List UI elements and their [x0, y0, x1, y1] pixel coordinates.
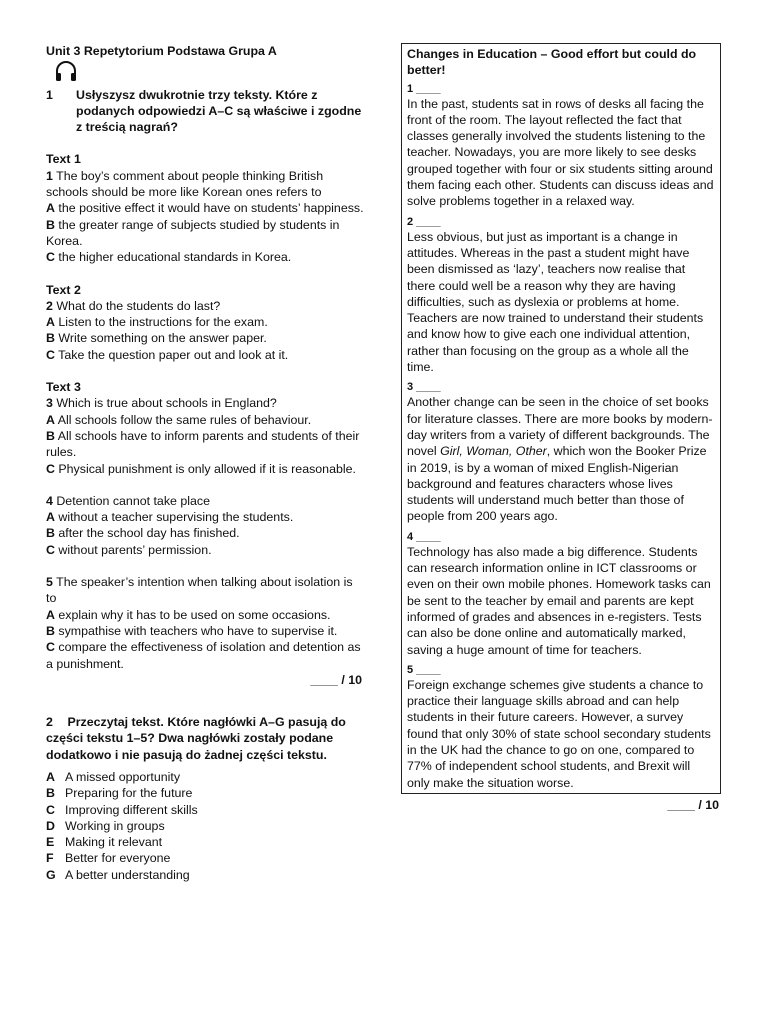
text2-label: Text 2 [46, 282, 81, 297]
task1-number: 1 [46, 87, 53, 102]
question-2-option-c: C Take the question paper out and look at it. [46, 347, 289, 362]
question-5-option-c: C compare the effectiveness of isolation and detention as a punishment. [46, 640, 361, 671]
section-2-gap: 2 ____ [407, 215, 441, 228]
question-4-option-a: A without a teacher supervising the students. [46, 510, 294, 525]
section-1-text: In the past, students sat in rows of desks all facing the front of the room. The layout reflected the fact that classes generally involved the students listening to the teacher. Nowadays, you are more likely to see desks grouped together with four or six students sitting around them facing each other. Students can discuss ideas and solve problems together in a relaxed way. [407, 96, 714, 209]
heading-c: C Improving different skills [46, 802, 198, 817]
question-5: 5 The speaker’s intention when talking about isolation is to [46, 575, 353, 606]
task2-number: 2 [46, 715, 53, 730]
section-2-text: Less obvious, but just as important is a change in attitudes. Whereas in the past a student might have been dismissed as ‘lazy’, teachers now realise that there could well be a reason why they are having difficulties, such as dyslexia or problems at home. Teachers are now trained to understand their students and know how to give each one individual attention, rather than focusing on the group as a whole all the time. [407, 229, 704, 375]
question-3-option-b: B All schools have to inform parents and students of their rules. [46, 428, 360, 460]
heading-b: B Preparing for the future [46, 786, 193, 801]
section-4-text: Technology has also made a big difference. Students can research information online in ICT classrooms or even on their own mobile phones. Homework tasks can be sent to the teacher by email and parents are kept informed of grades and absences in e-registers. Tests can also be done online and automatically marked, saving a huge amount of time for teachers. [407, 544, 711, 657]
question-4: 4 Detention cannot take place [46, 493, 210, 508]
task1-instruction-text: Usłyszysz dwukrotnie trzy teksty. Które z podanych odpowiedzi A–C są właściwe i zgodne z treścią nagrań? [76, 87, 362, 135]
task1-score: ____ / 10 [310, 672, 362, 687]
question-2-option-b: B Write something on the answer paper. [46, 331, 267, 346]
question-3: 3 Which is true about schools in England? [46, 396, 277, 411]
section-5-text: Foreign exchange schemes give students a chance to practice their language skills abroad and can help students in their future careers. However, a survey found that only 30% of state school secondary students in the UK had the chance to go on one, compared to 77% of independent school students, and Brexit will only make the situation worse. [407, 677, 711, 790]
headphones-icon [46, 59, 364, 86]
headings-list [46, 769, 364, 883]
section-3-gap: 3 ____ [407, 381, 441, 394]
section-5-gap: 5 ____ [407, 663, 441, 676]
question-5-option-a: A explain why it has to be used on some occasions. [46, 607, 331, 622]
heading-e: E Making it relevant [46, 835, 163, 850]
question-4-option-c: C without parents’ permission. [46, 542, 212, 557]
heading-a: A A missed opportunity [46, 769, 181, 784]
text1-label: Text 1 [46, 152, 81, 167]
task1-instruction [46, 87, 364, 136]
novel-title: Girl, Woman, Other [440, 444, 547, 459]
question-2: 2 What do the students do last? [46, 298, 221, 313]
section-4-gap: 4 ____ [407, 530, 441, 543]
question-1-option-a: A the positive effect it would have on students’ happiness. [46, 201, 364, 216]
question-5-option-b: B sympathise with teachers who have to supervise it. [46, 623, 338, 638]
left-column [46, 43, 364, 883]
question-3-option-a: A All schools follow the same rules of behaviour. [46, 412, 312, 427]
passage-title: Changes in Education – Good effort but could do better! [407, 47, 697, 78]
question-1-option-b: B the greater range of subjects studied by students in Korea. [46, 217, 340, 248]
task2-instruction [46, 714, 364, 763]
task2-score: ____ / 10 [667, 797, 719, 812]
question-3-option-c: C Physical punishment is only allowed if it is reasonable. [46, 461, 356, 476]
heading-d: D Working in groups [46, 818, 165, 833]
heading-g: G A better understanding [46, 867, 190, 882]
question-2-option-a: A Listen to the instructions for the exam. [46, 315, 268, 330]
text3-label: Text 3 [46, 380, 81, 395]
heading-f: F Better for everyone [46, 851, 171, 866]
section-3-text: Another change can be seen in the choice of set books for literature classes. There are more books by modern-day writers from a variety of different backgrounds. The novel Girl, Woman, Other, which won the Booker Prize in 2019, is by a woman of mixed English-Nigerian background and features characters whose lives students will understand much better than those of people from 200 years ago. [407, 395, 713, 524]
right-column [401, 43, 721, 812]
section-1-gap: 1 ____ [407, 82, 441, 95]
question-4-option-b: B after the school day has finished. [46, 526, 240, 541]
unit-title: Unit 3 Repetytorium Podstawa Grupa A [46, 44, 277, 58]
task2-instruction-text: Przeczytaj tekst. Które nagłówki A–G pasują do części tekstu 1–5? Dwa nagłówki zostały podane dodatkowo i nie pasują do żadnej części tekstu. [46, 715, 346, 762]
question-1-option-c: C the higher educational standards in Korea. [46, 250, 292, 265]
question-1: 1 The boy’s comment about people thinking British schools should be more like Korean ones refers to [46, 168, 324, 200]
reading-passage [401, 43, 721, 794]
